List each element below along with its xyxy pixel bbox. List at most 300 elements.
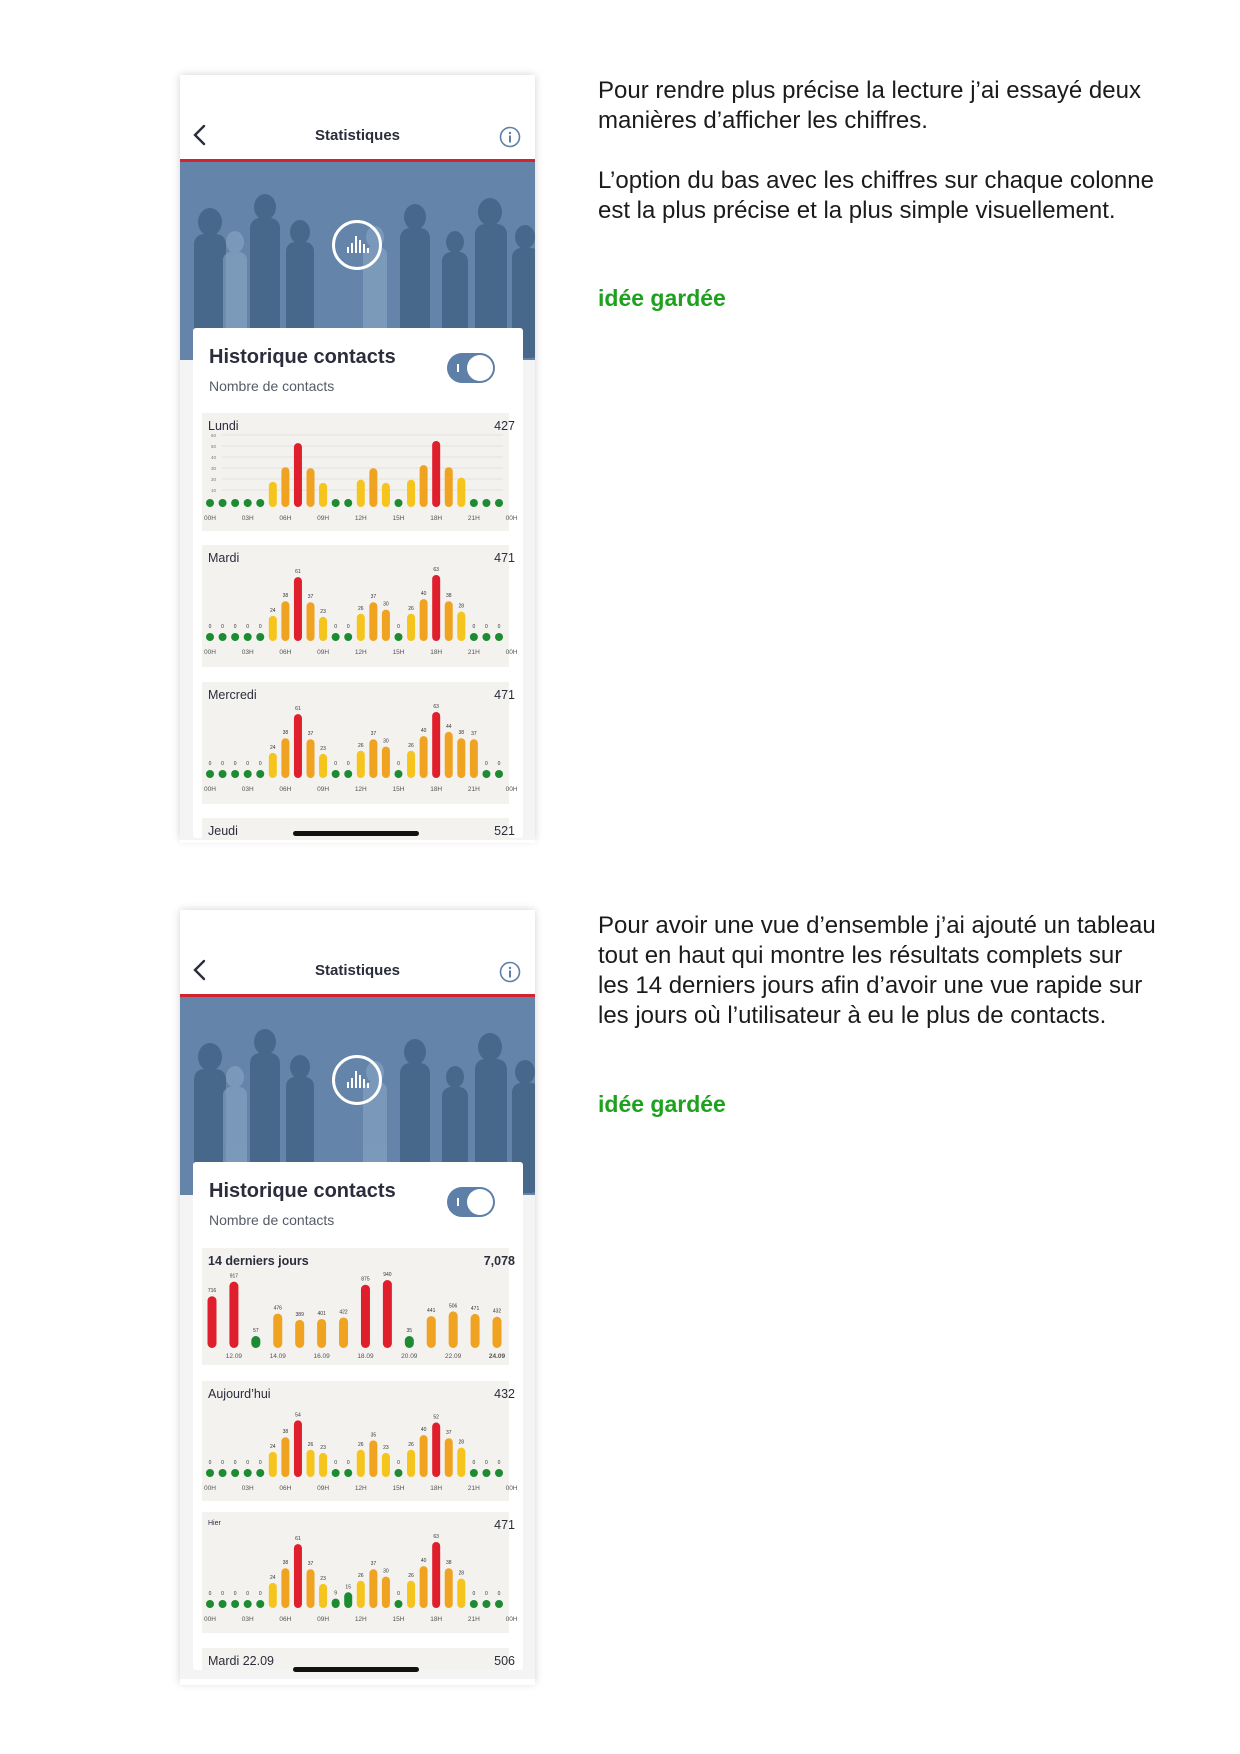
- x-tick-label: 14.09: [269, 1353, 286, 1360]
- x-tick-label: 09H: [317, 515, 330, 522]
- description-2: [598, 911, 1158, 1031]
- bar-value-label: 37: [370, 1561, 377, 1568]
- bar: [357, 480, 365, 507]
- bar: [432, 1423, 440, 1477]
- bar-value-label: 0: [485, 1591, 488, 1597]
- bar-value-label: 0: [485, 761, 488, 767]
- day-total: 471: [494, 1518, 515, 1532]
- bar: [229, 1282, 238, 1348]
- nav-bar: [180, 910, 535, 997]
- x-tick-label: 24.09: [488, 1353, 506, 1360]
- hourly-chart-yesterday: [202, 1529, 518, 1629]
- bar-value-label: 38: [445, 593, 452, 600]
- bar-value-label: 0: [346, 761, 350, 767]
- bar-dot: [244, 1469, 252, 1477]
- bar: [294, 1544, 302, 1608]
- bar-value-label: 61: [295, 706, 301, 713]
- bar-dot: [482, 1469, 490, 1477]
- bar: [382, 483, 390, 507]
- bar-value-label: 0: [334, 761, 338, 767]
- day-label: Aujourd’hui: [208, 1387, 271, 1401]
- bar: [432, 441, 440, 507]
- bar-value-label: 63: [433, 567, 439, 573]
- bar-dot: [394, 770, 402, 778]
- day-label: Jeudi: [208, 824, 238, 838]
- bar-value-label: 0: [221, 624, 224, 630]
- bar-value-label: 0: [258, 624, 262, 630]
- bar-value-label: 37: [307, 1561, 314, 1568]
- bar-value-label: 0: [208, 1591, 212, 1597]
- page-title: Statistiques: [314, 127, 401, 144]
- bar-dot: [482, 770, 490, 778]
- bar-value-label: 38: [282, 1560, 289, 1567]
- x-tick-label: 03H: [241, 1485, 254, 1492]
- x-tick-label: 18H: [430, 1616, 443, 1623]
- bar-value-label: 0: [233, 624, 237, 630]
- bar-dot: [470, 499, 478, 507]
- bar-dot: [394, 1600, 402, 1608]
- bar: [281, 738, 289, 778]
- bar-value-label: 917: [229, 1273, 239, 1280]
- bar-value-label: 38: [445, 1560, 452, 1567]
- bar-value-label: 0: [221, 761, 224, 767]
- nav-bar: [180, 75, 535, 162]
- bar-dot: [344, 770, 352, 778]
- bar-value-label: 40: [420, 728, 427, 735]
- x-tick-label: 09H: [317, 649, 330, 656]
- grid-tick-label: 60: [210, 433, 216, 438]
- x-tick-label: 00H: [505, 786, 518, 793]
- x-tick-label: 06H: [279, 1485, 292, 1492]
- hourly-chart-today: [202, 1398, 518, 1498]
- bar: [319, 617, 327, 641]
- x-tick-label: 18H: [430, 649, 443, 656]
- bar-value-label: 28: [458, 1570, 465, 1577]
- bar: [208, 1296, 217, 1348]
- bar-value-label: 38: [282, 1429, 289, 1436]
- hourly-chart-mardi: [202, 562, 518, 662]
- grid-tick-label: 40: [210, 455, 216, 460]
- x-tick-label: 12H: [354, 1616, 367, 1623]
- bar-value-label: 23: [383, 1444, 389, 1451]
- bar-value-label: 63: [433, 1534, 439, 1540]
- bar-value-label: 0: [497, 1591, 501, 1597]
- bar-value-label: 24: [270, 1443, 276, 1450]
- bar-value-label: 23: [320, 1444, 326, 1451]
- bar-value-label: 0: [485, 624, 488, 630]
- bar: [457, 612, 465, 641]
- x-tick-label: 06H: [279, 1616, 292, 1623]
- bar-value-label: 0: [246, 1591, 250, 1597]
- day-label: Mercredi: [208, 688, 257, 702]
- bar-dot: [219, 633, 227, 641]
- bar-value-label: 0: [258, 1460, 262, 1466]
- bar-dot: [482, 633, 490, 641]
- info-icon[interactable]: [499, 961, 521, 983]
- bar: [382, 610, 390, 641]
- bar: [445, 1438, 453, 1477]
- day-total: 432: [494, 1387, 515, 1401]
- bar: [432, 575, 440, 641]
- x-tick-label: 15H: [392, 786, 405, 793]
- x-tick-label: 00H: [505, 1616, 518, 1623]
- bar-dot: [231, 633, 239, 641]
- bar-value-label: 0: [346, 624, 350, 630]
- bar-value-label: 0: [233, 1591, 237, 1597]
- bar-dot: [332, 499, 340, 507]
- x-tick-label: 06H: [279, 786, 292, 793]
- bar: [382, 747, 390, 778]
- card-subtitle: Nombre de contacts: [209, 378, 335, 394]
- bar-value-label: 35: [406, 1328, 413, 1334]
- bar-value-label: 716: [207, 1288, 217, 1295]
- bar: [307, 602, 315, 641]
- bar-value-label: 0: [472, 624, 476, 630]
- x-tick-label: 21H: [467, 786, 480, 793]
- day-total: 471: [494, 688, 515, 702]
- bar-dot: [206, 633, 214, 641]
- bar-value-label: 30: [383, 738, 389, 745]
- bar-dot: [231, 1469, 239, 1477]
- bar: [307, 739, 315, 778]
- x-tick-label: 12H: [354, 649, 367, 656]
- bar-value-label: 40: [420, 1558, 427, 1565]
- summary-total: 7,078: [483, 1254, 515, 1268]
- bar-value-label: 0: [334, 624, 338, 630]
- bar-value-label: 28: [458, 603, 465, 610]
- bar-dot: [231, 499, 239, 507]
- day-panel: [202, 818, 509, 840]
- bar-value-label: 476: [273, 1305, 282, 1312]
- bar: [357, 1450, 365, 1477]
- bar: [294, 714, 302, 778]
- bar-dot: [244, 1600, 252, 1608]
- bar: [407, 751, 415, 778]
- bar-value-label: 0: [346, 1460, 350, 1466]
- x-tick-label: 20.09: [401, 1353, 418, 1360]
- bar-value-label: 0: [258, 761, 262, 767]
- bar: [420, 465, 428, 507]
- bar: [294, 577, 302, 641]
- bar-dot: [470, 1469, 478, 1477]
- history-toggle[interactable]: [447, 353, 495, 383]
- grid-tick-label: 10: [210, 488, 216, 493]
- bar-value-label: 0: [233, 1460, 237, 1466]
- bar-value-label: 26: [408, 605, 414, 612]
- x-tick-label: 06H: [279, 649, 292, 656]
- bar-dot: [495, 499, 503, 507]
- home-indicator[interactable]: [293, 831, 419, 836]
- bar-value-label: 37: [307, 594, 314, 601]
- x-tick-label: 18H: [430, 515, 443, 522]
- bar-dot: [256, 1600, 264, 1608]
- bar: [445, 1568, 453, 1608]
- bar-value-label: 37: [307, 731, 314, 738]
- bar-value-label: 57: [253, 1328, 259, 1334]
- day-total: 521: [494, 824, 515, 838]
- status-label: idée gardée: [598, 1091, 726, 1117]
- bar: [357, 1581, 365, 1608]
- bar-dot: [332, 770, 340, 778]
- x-tick-label: 00H: [505, 1485, 518, 1492]
- bar-value-label: 26: [408, 1441, 414, 1448]
- summary-label: 14 derniers jours: [208, 1254, 309, 1268]
- card-subtitle: Nombre de contacts: [209, 1212, 335, 1228]
- bar-value-label: 0: [208, 761, 212, 767]
- bar-value-label: 28: [458, 1439, 465, 1446]
- x-tick-label: 15H: [392, 1485, 405, 1492]
- bar-dot: [332, 633, 340, 641]
- x-tick-label: 00H: [204, 786, 216, 793]
- bar-value-label: 0: [397, 1460, 400, 1466]
- x-tick-label: 22.09: [445, 1353, 462, 1360]
- bar-value-label: 52: [433, 1414, 439, 1421]
- day-label: Mardi 22.09: [208, 1654, 275, 1668]
- history-toggle[interactable]: [447, 1187, 495, 1217]
- bar-dot: [231, 1600, 239, 1608]
- bar-value-label: 401: [317, 1310, 326, 1317]
- description-paragraph: L’option du bas avec les chiffres sur chaque colonne est la plus précise et la plus simple visuellement.: [598, 167, 1154, 224]
- x-tick-label: 03H: [241, 649, 254, 656]
- bar-value-label: 0: [397, 761, 400, 767]
- bar-value-label: 0: [497, 1460, 501, 1466]
- bar: [470, 739, 478, 778]
- page-title: Statistiques: [314, 962, 401, 979]
- x-tick-label: 00H: [204, 515, 216, 522]
- bar-value-label: 0: [246, 761, 250, 767]
- bar-value-label: 44: [445, 723, 452, 730]
- bar: [457, 478, 465, 507]
- bar-value-label: 0: [497, 624, 501, 630]
- x-tick-label: 00H: [505, 649, 518, 656]
- bar-value-label: 0: [258, 1591, 262, 1597]
- bar: [471, 1314, 480, 1348]
- bar: [344, 1592, 352, 1608]
- x-tick-label: 21H: [467, 1616, 480, 1623]
- bar-value-label: 35: [370, 1432, 377, 1439]
- bar-value-label: 38: [282, 730, 289, 737]
- bar-value-label: 30: [383, 1568, 389, 1575]
- bar: [357, 751, 365, 778]
- bar: [457, 1448, 465, 1477]
- hourly-chart-mercredi: [202, 699, 518, 799]
- x-tick-label: 03H: [241, 786, 254, 793]
- description-paragraph: Pour rendre plus précise la lecture j’ai essayé deux manières d’afficher les chiffres.: [598, 77, 1141, 134]
- bar-value-label: 9: [334, 1590, 338, 1597]
- bar-value-label: 432: [492, 1308, 502, 1315]
- grid-tick-label: 20: [210, 477, 216, 482]
- bar: [457, 738, 465, 778]
- bar: [281, 1568, 289, 1608]
- x-tick-label: 21H: [467, 515, 480, 522]
- x-tick-label: 09H: [317, 786, 330, 793]
- card-title: Historique contacts: [209, 1180, 396, 1202]
- bar-value-label: 23: [320, 745, 326, 752]
- bar-value-label: 61: [295, 1536, 301, 1543]
- bar-value-label: 15: [345, 1584, 351, 1591]
- bar-value-label: 24: [270, 1574, 276, 1581]
- bar: [420, 1435, 428, 1477]
- bar: [273, 1314, 282, 1348]
- bar: [405, 1336, 414, 1348]
- bar: [269, 616, 277, 641]
- bar-dot: [244, 770, 252, 778]
- bar-dot: [244, 499, 252, 507]
- day-label: Lundi: [208, 419, 239, 433]
- bar-dot: [344, 499, 352, 507]
- bar: [269, 1583, 277, 1608]
- bar-dot: [256, 633, 264, 641]
- bar: [319, 754, 327, 778]
- bar-dot: [231, 770, 239, 778]
- bar-dot: [206, 770, 214, 778]
- bar-value-label: 0: [246, 1460, 250, 1466]
- x-tick-label: 15H: [392, 649, 405, 656]
- bar-value-label: 506: [448, 1303, 458, 1310]
- bar-dot: [219, 1600, 227, 1608]
- bar-value-label: 26: [307, 1441, 314, 1448]
- bar: [493, 1317, 502, 1348]
- bar: [457, 1579, 465, 1608]
- x-tick-label: 03H: [241, 1616, 254, 1623]
- bar-value-label: 875: [361, 1276, 370, 1283]
- bar: [281, 601, 289, 641]
- bar-value-label: 38: [282, 593, 289, 600]
- x-tick-label: 18H: [430, 786, 443, 793]
- bar-value-label: 422: [339, 1309, 348, 1316]
- bar-value-label: 0: [397, 1591, 400, 1597]
- bar: [269, 753, 277, 778]
- bar: [382, 1577, 390, 1608]
- bar-value-label: 37: [370, 731, 377, 738]
- day-label: Hier: [208, 1520, 221, 1527]
- bar: [407, 1450, 415, 1477]
- bar: [432, 712, 440, 778]
- bar: [269, 1452, 277, 1477]
- day-total: 506: [494, 1654, 515, 1668]
- bar-value-label: 30: [383, 601, 389, 608]
- bar-dot: [470, 1600, 478, 1608]
- bar-dot: [394, 1469, 402, 1477]
- bar: [281, 1437, 289, 1477]
- x-tick-label: 18H: [430, 1485, 443, 1492]
- bar-value-label: 26: [358, 605, 364, 612]
- bar-value-label: 26: [358, 1572, 364, 1579]
- bar: [382, 1453, 390, 1477]
- bar-dot: [394, 633, 402, 641]
- x-tick-label: 00H: [204, 1616, 216, 1623]
- bar-value-label: 40: [420, 591, 427, 598]
- bar: [307, 468, 315, 507]
- bar-dot: [482, 1600, 490, 1608]
- x-tick-label: 06H: [279, 515, 292, 522]
- bar: [332, 1599, 340, 1608]
- bar-dot: [495, 633, 503, 641]
- bar: [251, 1336, 260, 1348]
- x-tick-label: 00H: [505, 515, 518, 522]
- bar: [357, 614, 365, 641]
- bar: [420, 1566, 428, 1608]
- bar: [420, 599, 428, 641]
- home-indicator[interactable]: [293, 1667, 419, 1672]
- bar-value-label: 38: [458, 730, 465, 737]
- bar-dot: [394, 499, 402, 507]
- bar: [383, 1280, 392, 1348]
- bar-dot: [495, 770, 503, 778]
- bar-dot: [244, 633, 252, 641]
- bar-value-label: 26: [358, 742, 364, 749]
- bar-dot: [495, 1469, 503, 1477]
- x-tick-label: 18.09: [357, 1353, 374, 1360]
- bar-value-label: 26: [358, 1441, 364, 1448]
- bar-value-label: 24: [270, 607, 276, 614]
- x-tick-label: 03H: [241, 515, 254, 522]
- bar-dot: [344, 1469, 352, 1477]
- x-tick-label: 21H: [467, 649, 480, 656]
- bar: [427, 1316, 436, 1348]
- bar-value-label: 24: [270, 744, 276, 751]
- bar-value-label: 37: [471, 731, 477, 738]
- bar-value-label: 940: [383, 1272, 392, 1278]
- bar-value-label: 26: [408, 1572, 414, 1579]
- x-tick-label: 21H: [467, 1485, 480, 1492]
- bar-dot: [219, 1469, 227, 1477]
- bar-dot: [256, 770, 264, 778]
- bar-value-label: 23: [320, 608, 326, 615]
- bar-dot: [470, 633, 478, 641]
- bar: [319, 483, 327, 507]
- bar-dot: [206, 499, 214, 507]
- bar: [269, 482, 277, 507]
- bar: [445, 732, 453, 778]
- bar-value-label: 0: [472, 1591, 476, 1597]
- bar: [407, 614, 415, 641]
- bar-value-label: 0: [397, 624, 400, 630]
- bar: [432, 1542, 440, 1608]
- stats-badge-icon: [332, 1055, 382, 1105]
- day-total: 471: [494, 551, 515, 565]
- x-tick-label: 16.09: [313, 1353, 330, 1360]
- bar-value-label: 471: [470, 1305, 480, 1312]
- x-tick-label: 09H: [317, 1485, 330, 1492]
- bar: [319, 1453, 327, 1477]
- day-total: 427: [494, 419, 515, 433]
- x-tick-label: 12H: [354, 786, 367, 793]
- stats-badge-icon: [332, 220, 382, 270]
- info-icon[interactable]: [499, 126, 521, 148]
- bar: [339, 1317, 348, 1348]
- bar-dot: [206, 1469, 214, 1477]
- bar-value-label: 37: [370, 594, 377, 601]
- day-label: Mardi: [208, 551, 240, 565]
- bar: [307, 1450, 315, 1477]
- bar-dot: [256, 499, 264, 507]
- bar: [294, 443, 302, 507]
- bar-dot: [344, 633, 352, 641]
- bar: [445, 467, 453, 507]
- bar-value-label: 0: [497, 761, 501, 767]
- x-tick-label: 00H: [204, 1485, 216, 1492]
- bar: [407, 480, 415, 507]
- bar-dot: [219, 499, 227, 507]
- description-1: [598, 76, 1158, 226]
- bar: [407, 1581, 415, 1608]
- bar-value-label: 26: [408, 742, 414, 749]
- card-title: Historique contacts: [209, 346, 396, 368]
- bar: [369, 468, 377, 507]
- bar: [361, 1285, 370, 1348]
- bar-value-label: 441: [427, 1308, 436, 1315]
